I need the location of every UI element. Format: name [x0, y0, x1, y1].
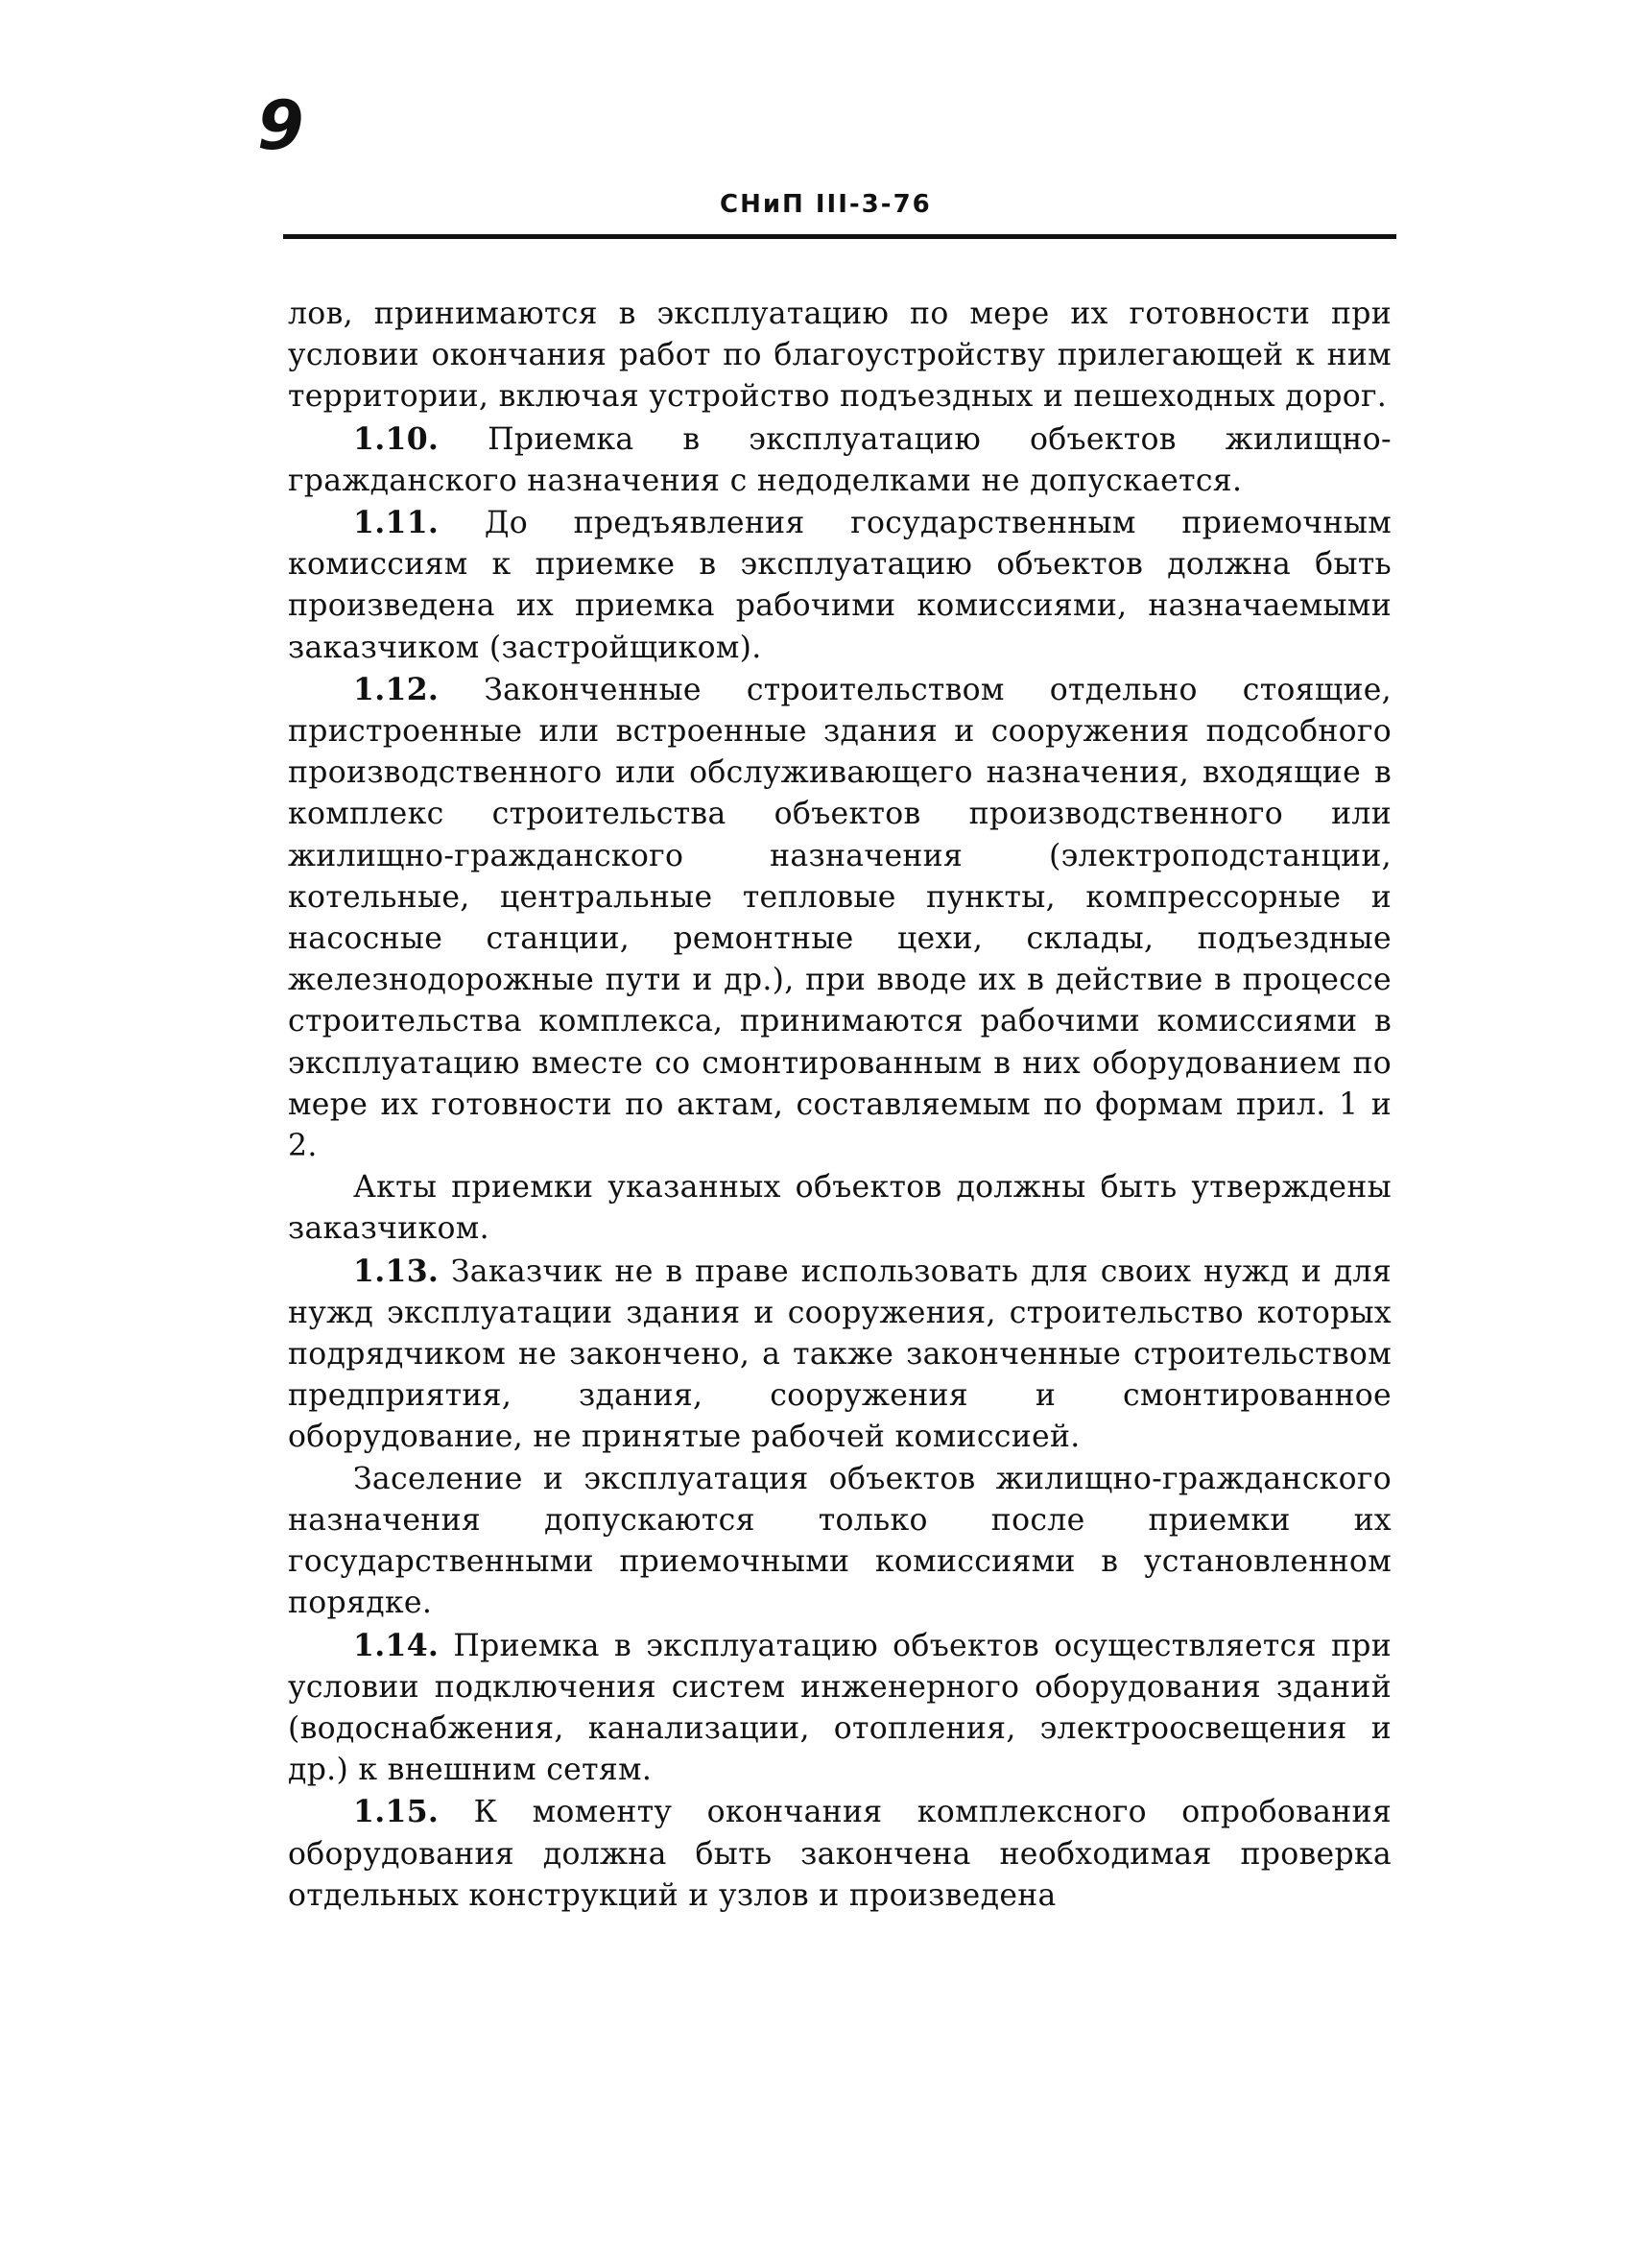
paragraph-text: Заселение и эксплуатация объектов жилищно-гражданского назначения допускаются только после приемки их государственными приемочными комиссиями в установленном порядке. — [288, 1461, 1392, 1621]
clause-1-15 — [288, 1791, 1392, 1917]
clause-number: 1.11. — [353, 505, 440, 541]
paragraph — [288, 1167, 1392, 1250]
running-head: СНиП III-3-76 — [720, 190, 932, 219]
paragraph-continued — [288, 294, 1392, 418]
clause-number: 1.15. — [353, 1794, 440, 1830]
paragraph-text: К моменту окончания комплексного опробования оборудования должна быть закончена необходимая проверка отдельных конструкций и узлов и произведена — [288, 1795, 1392, 1913]
header-rule — [283, 234, 1396, 239]
clause-number: 1.12. — [353, 671, 440, 707]
clause-1-14 — [288, 1625, 1392, 1792]
clause-number: 1.14. — [353, 1627, 440, 1663]
paragraph-text: Приемка в эксплуатацию объектов жилищно-гражданского назначения с недоделками не допускается. — [288, 421, 1392, 498]
clause-number: 1.13. — [353, 1253, 440, 1289]
paragraph-text: Приемка в эксплуатацию объектов осуществляется при условии подключения систем инженерного оборудования зданий (водоснабжения, канализации, отопления, электроосвещения и др.) к внешним сетям. — [288, 1628, 1392, 1788]
clause-1-10 — [288, 418, 1392, 502]
clause-1-11 — [288, 502, 1392, 669]
paragraph-text: лов, принимаются в эксплуатацию по мере их готовности при условии окончания работ по благоустройству прилегающей к ним территории, включая устройство подъездных и пешеходных дорог. — [288, 297, 1392, 415]
clause-number: 1.10. — [353, 420, 440, 457]
paragraph-text: Заказчик не в праве использовать для своих нужд и для нужд эксплуатации здания и сооружения, строительство которых подрядчиком не закончено, а также законченные строительством предприятия, здания, сооружения и смонтированное оборудование, не принятые рабочей комиссией. — [288, 1253, 1392, 1455]
paragraph — [288, 1459, 1392, 1625]
page-number: 9 — [257, 86, 304, 165]
clause-1-12 — [288, 669, 1392, 1167]
paragraph-text: Законченные строительством отдельно стоящие, пристроенные или встроенные здания и сооружения подсобного производственного или обслуживающего назначения, входящие в комплекс строительства объектов производственного или жилищно-гражданского назначения (электроподстанции, котельные, центральные тепловые пункты, компрессорные и насосные станции, ремонтные цехи, склады, подъездные железнодорожные пути и др.), при вводе их в действие в процессе строительства комплекса, принимаются рабочими комиссиями в эксплуатацию вместе со смонтированным в них оборудованием по мере их готовности по актам, составляемым по формам прил. 1 и 2. — [288, 672, 1392, 1164]
paragraph-text: Акты приемки указанных объектов должны быть утверждены заказчиком. — [288, 1170, 1392, 1247]
body-text — [288, 294, 1392, 1917]
paragraph-text: До предъявления государственным приемочным комиссиям к приемке в эксплуатацию объектов должна быть произведена их приемка рабочими комиссиями, назначаемыми заказчиком (застройщиком). — [288, 506, 1392, 665]
clause-1-13 — [288, 1251, 1392, 1459]
